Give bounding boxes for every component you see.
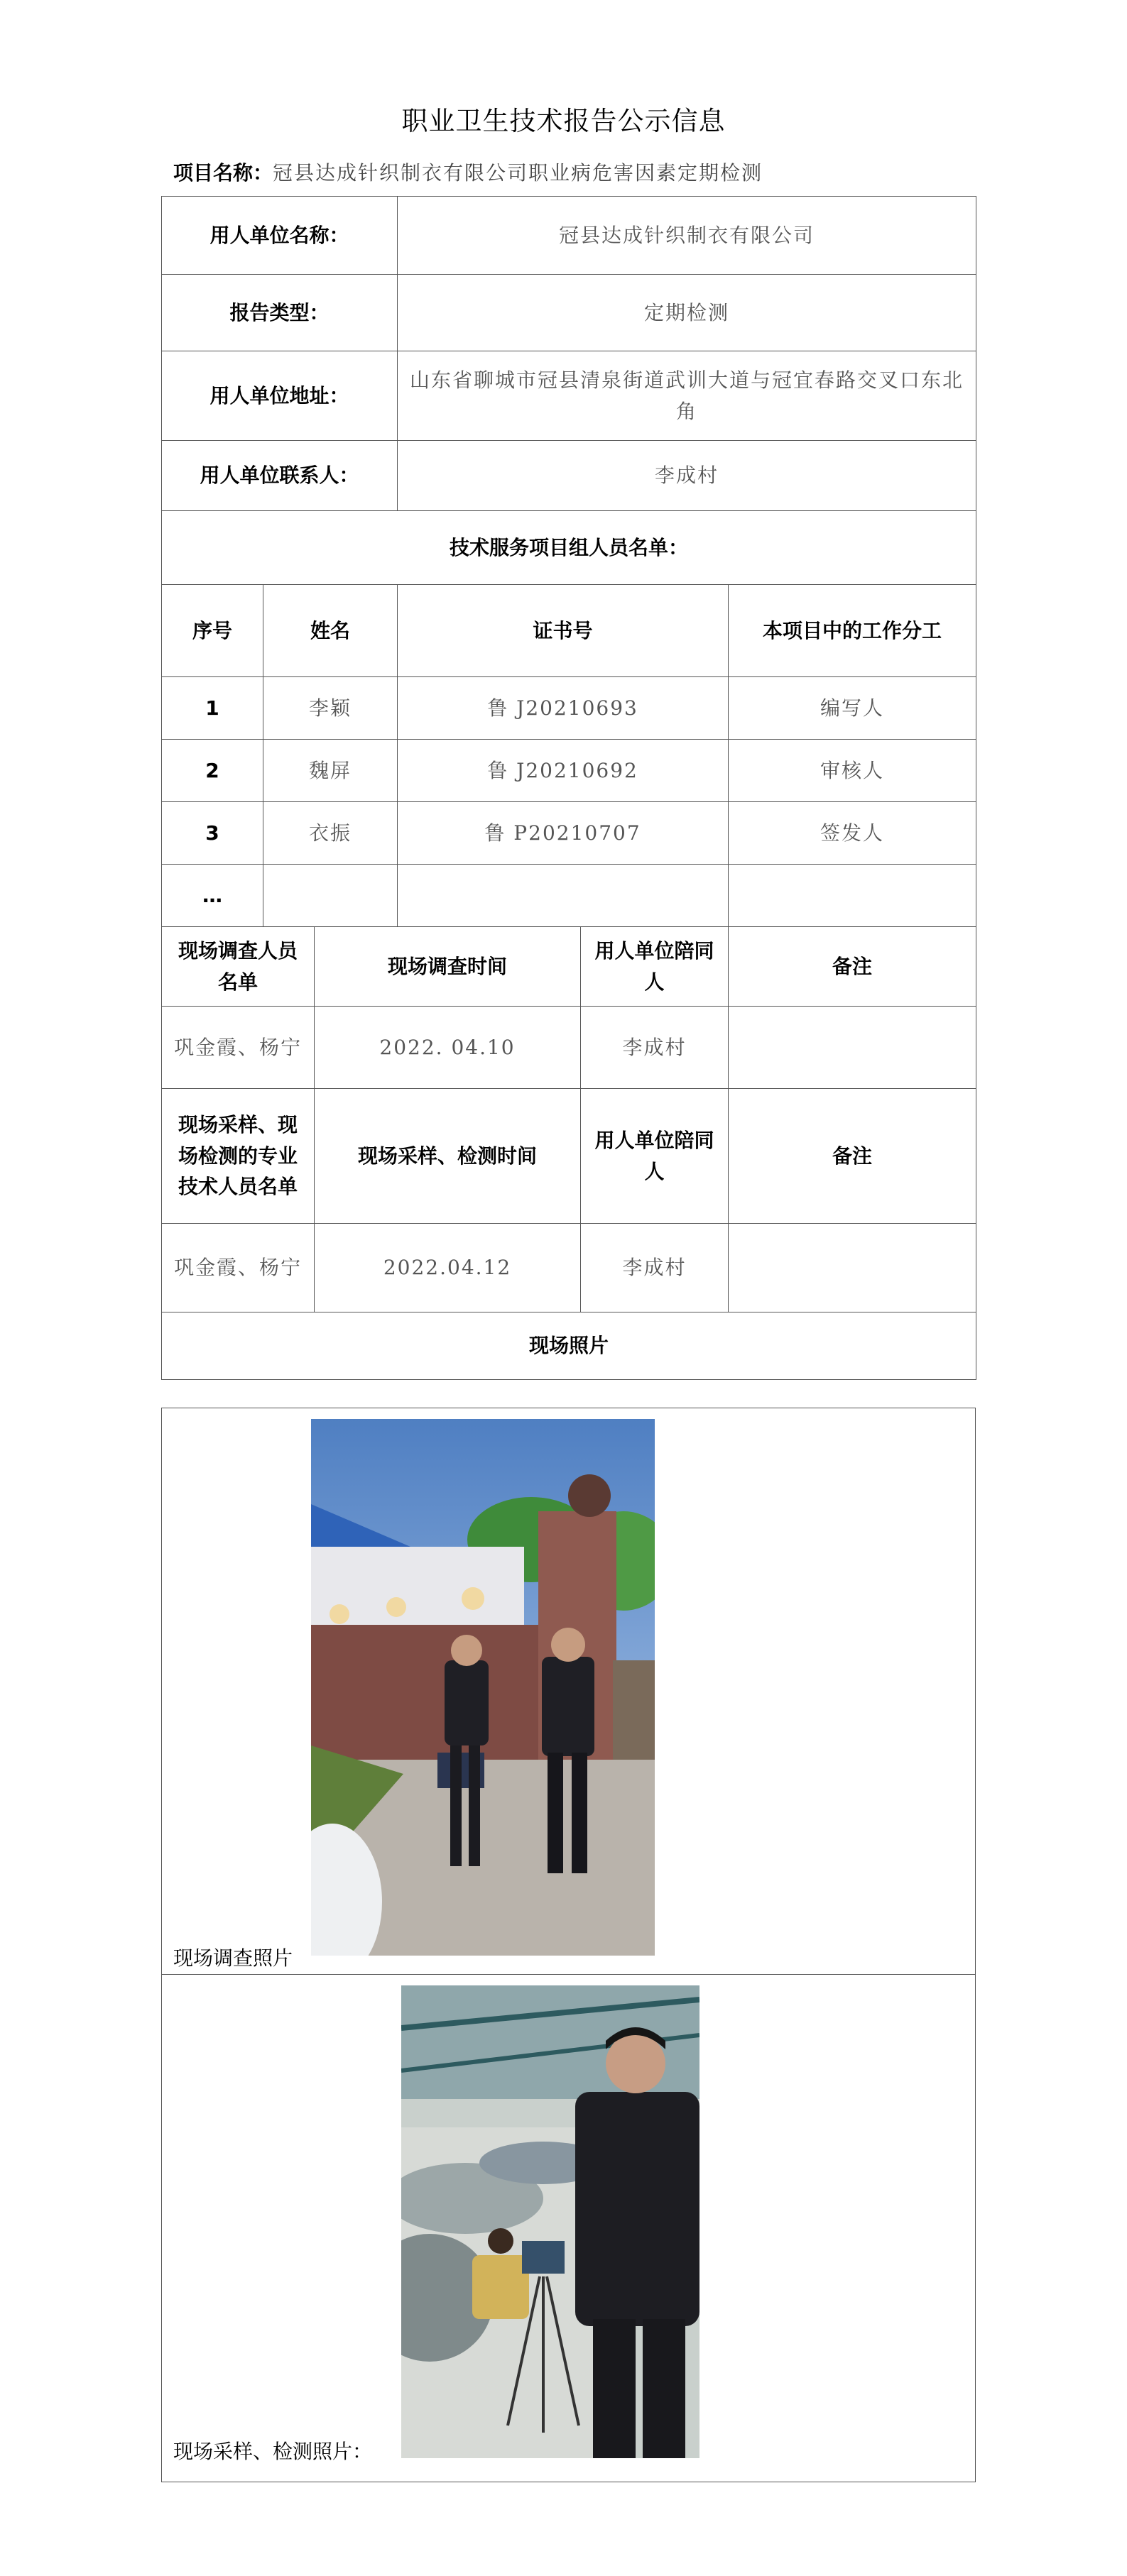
survey-row	[162, 1007, 976, 1089]
survey-photo-row	[162, 1408, 976, 1975]
sampling-header-escort: 用人单位陪同人	[581, 1089, 729, 1224]
team-cert	[398, 865, 729, 927]
sampling-note	[729, 1224, 976, 1312]
survey-photo-cell	[162, 1408, 976, 1975]
project-label: 项目名称：	[173, 161, 273, 185]
report-type-value: 定期检测	[398, 275, 976, 351]
col-header-role: 本项目中的工作分工	[729, 585, 976, 677]
team-role	[729, 865, 976, 927]
team-name: 衣振	[263, 802, 398, 865]
survey-header-escort: 用人单位陪同人	[581, 927, 729, 1007]
employer-contact-row	[162, 441, 976, 511]
survey-header-note: 备注	[729, 927, 976, 1007]
page-title: 职业卫生技术报告公示信息	[401, 106, 726, 136]
photos-heading: 现场照片	[162, 1312, 976, 1380]
team-no: 3	[162, 802, 263, 865]
photos-table	[161, 1408, 976, 2482]
team-role: 审核人	[729, 740, 976, 802]
sampling-photo-row	[162, 1975, 976, 2482]
employer-address-value: 山东省聊城市冠县清泉街道武训大道与冠宜春路交叉口东北角	[398, 351, 976, 441]
report-type-row	[162, 275, 976, 351]
team-name: 魏屏	[263, 740, 398, 802]
project-line	[173, 158, 763, 186]
sampling-date: 2022.04.12	[315, 1224, 581, 1312]
sampling-photo-image	[401, 1985, 699, 2458]
employer-address-row	[162, 351, 976, 441]
sampling-header-note: 备注	[729, 1089, 976, 1224]
sampling-header-time: 现场采样、检测时间	[315, 1089, 581, 1224]
sampling-staff: 巩金霞、杨宁	[162, 1224, 315, 1312]
team-cert: 鲁 J20210693	[398, 677, 729, 740]
sampling-row	[162, 1224, 976, 1312]
survey-date: 2022. 04.10	[315, 1007, 581, 1089]
employer-name-label: 用人单位名称：	[162, 197, 398, 275]
team-name	[263, 865, 398, 927]
sampling-photo-cell	[162, 1975, 976, 2482]
sampling-header-staff: 现场采样、现场检测的专业技术人员名单	[162, 1089, 315, 1224]
sampling-photo-label: 现场采样、检测照片：	[173, 2440, 373, 2463]
team-role: 编写人	[729, 677, 976, 740]
team-row	[162, 865, 976, 927]
team-role: 签发人	[729, 802, 976, 865]
team-heading-row	[162, 511, 976, 585]
survey-escort: 李成村	[581, 1007, 729, 1089]
report-type-label: 报告类型：	[162, 275, 398, 351]
team-row	[162, 677, 976, 740]
survey-header-staff: 现场调查人员名单	[162, 927, 315, 1007]
sampling-photo	[401, 1985, 699, 2458]
team-row	[162, 740, 976, 802]
team-heading: 技术服务项目组人员名单：	[162, 511, 976, 585]
col-header-name: 姓名	[263, 585, 398, 677]
project-name: 冠县达成针织制衣有限公司职业病危害因素定期检测	[273, 161, 763, 185]
employer-name-value: 冠县达成针织制衣有限公司	[398, 197, 976, 275]
team-no: 1	[162, 677, 263, 740]
survey-photo-image	[311, 1419, 655, 1956]
team-row	[162, 802, 976, 865]
employer-contact-value: 李成村	[398, 441, 976, 511]
team-cert: 鲁 J20210692	[398, 740, 729, 802]
survey-photo	[311, 1419, 655, 1956]
survey-note	[729, 1007, 976, 1089]
photos-heading-row	[162, 1312, 976, 1380]
employer-contact-label: 用人单位联系人：	[162, 441, 398, 511]
team-no: 2	[162, 740, 263, 802]
survey-header-time: 现场调查时间	[315, 927, 581, 1007]
employer-address-label: 用人单位地址：	[162, 351, 398, 441]
team-cert: 鲁 P20210707	[398, 802, 729, 865]
team-no: …	[162, 865, 263, 927]
col-header-cert: 证书号	[398, 585, 729, 677]
sampling-escort: 李成村	[581, 1224, 729, 1312]
team-name: 李颖	[263, 677, 398, 740]
sampling-header-row	[162, 1089, 976, 1224]
col-header-no: 序号	[162, 585, 263, 677]
team-header-row	[162, 585, 976, 677]
employer-name-row	[162, 197, 976, 275]
survey-staff: 巩金霞、杨宁	[162, 1007, 315, 1089]
report-info-table	[161, 196, 976, 1380]
survey-photo-label: 现场调查照片	[173, 1946, 293, 1970]
survey-header-row	[162, 927, 976, 1007]
